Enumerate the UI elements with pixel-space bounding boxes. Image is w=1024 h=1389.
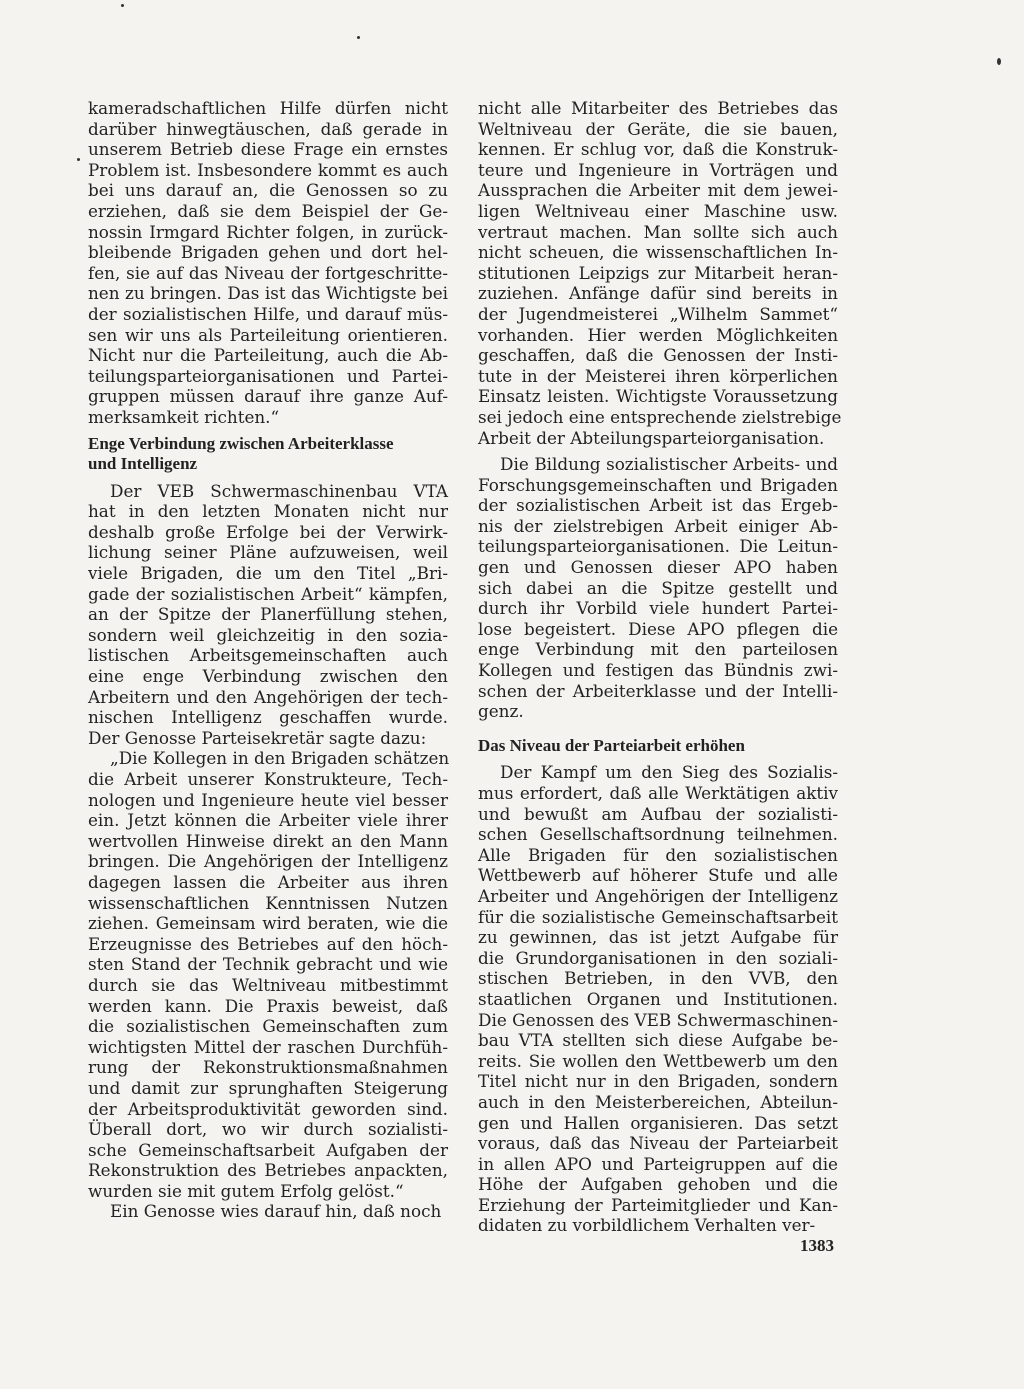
text-line: stitutionen Leipzigs zur Mitarbeit heran- bbox=[478, 262, 838, 283]
paragraph bbox=[88, 1201, 448, 1222]
text-line: nis der zielstrebigen Arbeit einiger Ab- bbox=[478, 515, 838, 536]
text-line: kameradschaftlichen Hilfe dürfen nicht bbox=[88, 98, 448, 118]
text-line: Der VEB Schwermaschinenbau VTA bbox=[110, 480, 448, 501]
text-line: kennen. Er schlug vor, daß die Konstruk- bbox=[478, 139, 838, 160]
text-line: schen Gesellschaftsordnung teilnehmen. bbox=[478, 824, 838, 845]
text-line: Der Kampf um den Sieg des Sozialis- bbox=[500, 762, 838, 783]
text-line: und damit zur sprunghaften Steigerung bbox=[88, 1077, 448, 1098]
text-line: merksamkeit richten.“ bbox=[88, 406, 280, 427]
text-line: ein. Jetzt können die Arbeiter viele ihrer bbox=[88, 810, 448, 831]
text-line: die sozialistischen Gemeinschaften zum bbox=[88, 1016, 448, 1037]
text-line: deshalb große Erfolge bei der Verwirk- bbox=[88, 521, 448, 542]
text-line: Forschungsgemeinschaften und Brigaden bbox=[478, 474, 838, 495]
text-line: wurden sie mit gutem Erfolg gelöst.“ bbox=[88, 1180, 404, 1201]
paragraph bbox=[478, 454, 838, 722]
text-line: teilungsparteiorganisationen. Die Leitun- bbox=[478, 536, 838, 557]
text-line: Titel nicht nur in den Brigaden, sondern bbox=[478, 1071, 838, 1092]
right-column bbox=[478, 98, 842, 1236]
text-line: Erziehung der Parteimitglieder und Kan- bbox=[478, 1194, 838, 1215]
text-line: sondern weil gleichzeitig in den sozia- bbox=[88, 624, 448, 645]
text-line: staatlichen Organen und Institutionen. bbox=[478, 988, 838, 1009]
paragraph bbox=[478, 98, 842, 448]
text-line: ziehen. Gemeinsam wird beraten, wie die bbox=[88, 913, 448, 934]
text-line: bleibende Brigaden gehen und dort hel- bbox=[88, 242, 448, 263]
text-line: die Arbeit unserer Konstrukteure, Tech- bbox=[88, 769, 448, 789]
text-line: Einsatz leisten. Wichtigste Voraussetzung bbox=[478, 386, 838, 407]
text-line: erziehen, daß sie dem Beispiel der Ge- bbox=[88, 200, 448, 221]
text-line: teure und Ingenieure in Vorträgen und bbox=[478, 159, 838, 180]
paragraph bbox=[88, 481, 448, 749]
text-line: Weltniveau der Geräte, die sie bauen, bbox=[478, 118, 838, 139]
text-line: Überall dort, wo wir durch sozialisti- bbox=[88, 1119, 448, 1140]
text-line: die Grundorganisationen in den soziali- bbox=[478, 947, 838, 968]
text-line: Nicht nur die Parteileitung, auch die Ab- bbox=[88, 345, 448, 366]
scan-speck bbox=[77, 158, 80, 161]
paragraph bbox=[478, 762, 838, 1236]
text-line: Ein Genosse wies darauf hin, daß noch bbox=[110, 1201, 442, 1222]
text-line: vertraut machen. Man sollte sich auch bbox=[478, 221, 838, 242]
text-line: dagegen lassen die Arbeiter aus ihren bbox=[88, 871, 448, 892]
text-line: Die Bildung sozialistischer Arbeits- und bbox=[500, 454, 838, 475]
text-line: nicht alle Mitarbeiter des Betriebes das bbox=[478, 98, 838, 118]
quoted-paragraph bbox=[88, 748, 448, 1201]
text-line: der Arbeitsproduktivität geworden sind. bbox=[88, 1098, 448, 1119]
text-line: wichtigsten Mittel der raschen Durchfüh- bbox=[88, 1036, 448, 1057]
text-line: für die sozialistische Gemeinschaftsarbeit bbox=[478, 906, 838, 927]
text-line: nischen Intelligenz geschaffen wurde. bbox=[88, 707, 448, 728]
text-line: Wettbewerb auf höherer Stufe und alle bbox=[478, 865, 838, 886]
text-line: sen wir uns als Parteileitung orientieren. bbox=[88, 324, 448, 345]
text-line: Erzeugnisse des Betriebes auf den höch- bbox=[88, 933, 448, 954]
text-line: Arbeiter und Angehörigen der Intelligenz bbox=[478, 885, 838, 906]
text-line: Der Genosse Parteisekretär sagte dazu: bbox=[88, 727, 427, 748]
text-line: bringen. Die Angehörigen der Intelligenz bbox=[88, 851, 448, 872]
section-heading bbox=[88, 434, 448, 475]
text-line: genz. bbox=[478, 701, 524, 722]
text-line: werden kann. Die Praxis beweist, daß bbox=[88, 995, 448, 1016]
text-line: voraus, daß das Niveau der Parteiarbeit bbox=[478, 1133, 838, 1154]
text-line: bau VTA stellten sich diese Aufgabe be- bbox=[478, 1030, 838, 1051]
text-line: wissenschaftlichen Kenntnissen Nutzen bbox=[88, 892, 448, 913]
text-line: vorhanden. Hier werden Möglichkeiten bbox=[478, 324, 838, 345]
text-line: wertvollen Hinweise direkt an den Mann bbox=[88, 830, 448, 851]
text-line: Rekonstruktion des Betriebes anpackten, bbox=[88, 1160, 448, 1181]
text-line: an der Spitze der Planerfüllung stehen, bbox=[88, 604, 448, 625]
text-line: der sozialistischen Arbeit ist das Ergeb- bbox=[478, 495, 838, 516]
text-line: listischen Arbeitsgemeinschaften auch bbox=[88, 645, 448, 666]
page-number: 1383 bbox=[800, 1236, 834, 1255]
text-line: durch ihr Vorbild viele hundert Partei- bbox=[478, 598, 838, 619]
text-line: und bewußt am Aufbau der sozialisti- bbox=[478, 803, 838, 824]
text-line: Alle Brigaden für den sozialistischen bbox=[478, 844, 838, 865]
text-line: tute in der Meisterei ihren körperlichen bbox=[478, 365, 838, 386]
text-line: sei jedoch eine entsprechende zielstrebige bbox=[478, 406, 842, 427]
section-heading bbox=[478, 736, 838, 757]
heading-line: und Intelligenz bbox=[88, 454, 198, 474]
text-line: ligen Weltniveau einer Maschine usw. bbox=[478, 200, 838, 221]
heading-line: Enge Verbindung zwischen Arbeiterklasse bbox=[88, 433, 394, 453]
text-line: der Jugendmeisterei „Wilhelm Sammet“ bbox=[478, 303, 838, 324]
text-line: Aussprachen die Arbeiter mit dem jewei- bbox=[478, 180, 838, 201]
text-line: darüber hinwegtäuschen, daß gerade in bbox=[88, 118, 448, 139]
text-line: Höhe der Aufgaben gehoben und die bbox=[478, 1174, 838, 1195]
text-line: sich dabei an die Spitze gestellt und bbox=[478, 577, 838, 598]
text-line: Problem ist. Insbesondere kommt es auch bbox=[88, 159, 448, 180]
text-line: unserem Betrieb diese Frage ein ernstes bbox=[88, 139, 448, 160]
text-line: nossin Irmgard Richter folgen, in zurück- bbox=[88, 221, 448, 242]
scan-speck bbox=[997, 58, 1001, 65]
text-line: zuziehen. Anfänge dafür sind bereits in bbox=[478, 283, 838, 304]
text-line: mus erfordert, daß alle Werktätigen aktiv bbox=[478, 783, 838, 803]
text-line: schen der Arbeiterklasse und der Intelli- bbox=[478, 680, 838, 701]
text-line: Kollegen und festigen das Bündnis zwi- bbox=[478, 660, 838, 681]
text-line: gen und Genossen dieser APO haben bbox=[478, 557, 838, 578]
text-line: rung der Rekonstruktionsmaßnahmen bbox=[88, 1057, 448, 1078]
heading-line: Das Niveau der Parteiarbeit erhöhen bbox=[478, 735, 745, 755]
text-line: durch sie das Weltniveau mitbestimmt bbox=[88, 974, 448, 995]
text-line: lose begeistert. Diese APO pflegen die bbox=[478, 618, 838, 639]
text-line: sche Gemeinschaftsarbeit Aufgaben der bbox=[88, 1139, 448, 1160]
text-line: bei uns darauf an, die Genossen so zu bbox=[88, 180, 448, 201]
text-line: viele Brigaden, die um den Titel „Bri- bbox=[88, 563, 448, 584]
text-line: eine enge Verbindung zwischen den bbox=[88, 666, 448, 687]
text-line: Die Genossen des VEB Schwermaschinen- bbox=[478, 1009, 838, 1030]
left-column bbox=[88, 98, 448, 1222]
paragraph bbox=[88, 98, 448, 428]
text-line: nicht scheuen, die wissenschaftlichen In- bbox=[478, 242, 838, 263]
text-line: teilungsparteiorganisationen und Partei- bbox=[88, 365, 448, 386]
scan-speck bbox=[357, 36, 360, 39]
text-line: gruppen müssen darauf ihre ganze Auf- bbox=[88, 386, 448, 407]
text-line: sten Stand der Technik gebracht und wie bbox=[88, 954, 448, 975]
text-line: nen zu bringen. Das ist das Wichtigste bei bbox=[88, 283, 448, 304]
text-line: gade der sozialistischen Arbeit“ kämpfen, bbox=[88, 583, 448, 604]
scan-speck bbox=[121, 4, 124, 7]
text-line: zu gewinnen, das ist jetzt Aufgabe für bbox=[478, 927, 838, 948]
text-line: gen und Hallen organisieren. Das setzt bbox=[478, 1112, 838, 1133]
text-line: lichung seiner Pläne aufzuweisen, weil bbox=[88, 542, 448, 563]
text-line: stischen Betrieben, in den VVB, den bbox=[478, 968, 838, 989]
text-line: Arbeitern und den Angehörigen der tech- bbox=[88, 686, 448, 707]
text-line: nologen und Ingenieure heute viel besser bbox=[88, 789, 448, 810]
text-line: geschaffen, daß die Genossen der Insti- bbox=[478, 345, 838, 366]
text-line: der sozialistischen Hilfe, und darauf müs- bbox=[88, 303, 448, 324]
text-line: auch in den Meisterbereichen, Abteilun- bbox=[478, 1091, 838, 1112]
text-line: didaten zu vorbildlichem Verhalten ver- bbox=[478, 1215, 816, 1236]
text-line: „Die Kollegen in den Brigaden schätzen bbox=[110, 748, 450, 769]
text-line: Arbeit der Abteilungsparteiorganisation. bbox=[478, 427, 825, 448]
text-line: in allen APO und Parteigruppen auf die bbox=[478, 1153, 838, 1174]
text-line: fen, sie auf das Niveau der fortgeschritte- bbox=[88, 262, 448, 283]
text-line: hat in den letzten Monaten nicht nur bbox=[88, 501, 448, 522]
text-line: reits. Sie wollen den Wettbewerb um den bbox=[478, 1050, 838, 1071]
text-line: enge Verbindung mit den parteilosen bbox=[478, 639, 838, 660]
